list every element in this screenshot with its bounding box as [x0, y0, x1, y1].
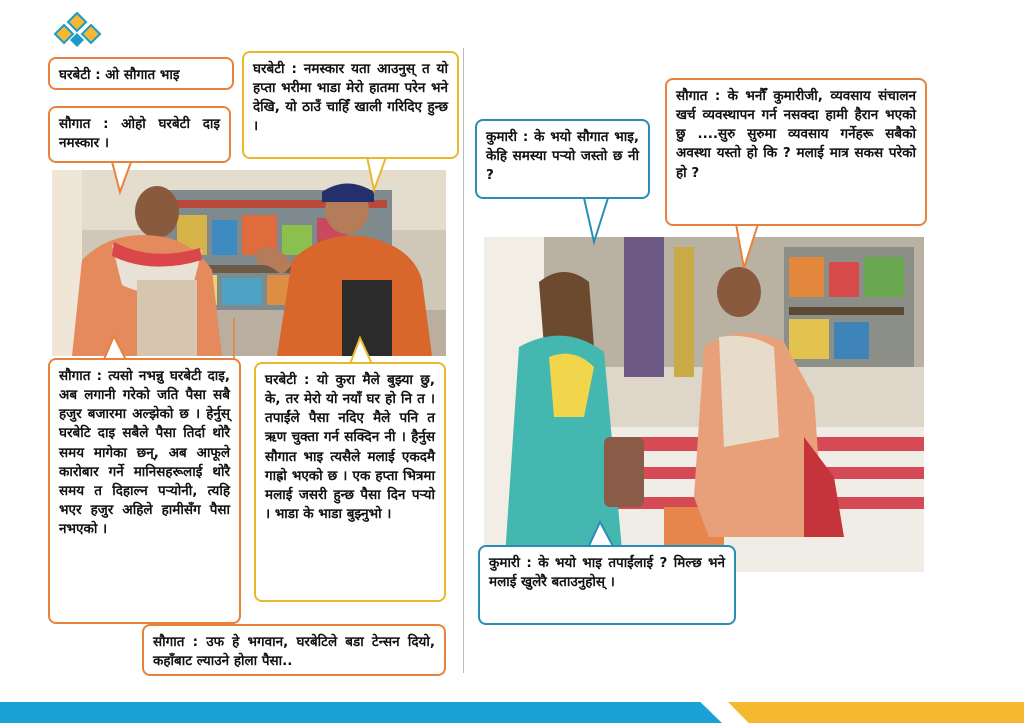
speech-bubble-kumari-question: कुमारी : के भयो सौगात भाइ, केहि समस्या पर्‍यो जस्तो छ नी ?	[475, 119, 650, 199]
speech-bubble-kumari-offer: कुमारी : के भयो भाइ तपाईंलाई ? मिल्छ भने मलाई खुलेरै बताउनुहोस् ।	[478, 545, 736, 625]
speech-bubble-landlord-greeting: घरबेटी : ओ सौगात भाइ	[48, 57, 234, 90]
photo-shop-argument	[52, 170, 446, 356]
tail-right-2	[732, 222, 762, 272]
tail-right-1	[582, 196, 612, 246]
speech-bubble-landlord-demand: घरबेटी : यो कुरा मैले बुझ्या छु, के, तर मेरो यो नयाँ घर हो नि त । तपाईंले पैसा नदिए मैले पनि त ऋण चुक्ता गर्न सक्दिन नी । हैर्नुस सौगात भाइ त्यसैले मलाई एकदमै गाह्रो भएको छ । एक हप्ता भित्रमा मलाई जसरी हुन्छ पैसा दिन पर्‍यो । भाडा के भाडा बुझ्नुभो ।	[254, 362, 446, 602]
footer-stripe-blue	[0, 702, 722, 723]
panel-divider	[463, 48, 464, 673]
speech-bubble-saugat-greeting: सौगात : ओहो घरबेटी दाइ नमस्कार ।	[48, 106, 231, 163]
photo-shop-conversation	[484, 237, 924, 572]
speech-bubble-saugat-problem: सौगात : के भनौँ कुमारीजी, व्यवसाय संचालन खर्च व्यवस्थापन गर्न नसक्दा हामी हैरान भएको छु ....सुरु सुरुमा व्यवसाय गर्नेहरू सबैको अवस्था यस्तो हो कि ? मलाई मात्र सकस परेको हो ?	[665, 78, 927, 226]
speech-bubble-saugat-explanation: सौगात : त्यसो नभन्नु घरबेटी दाइ, अब लगानी गरेको जति पैसा सबै हजुर बजारमा अल्झेको छ । हेर्नुस् घरबेटि दाइ सबैले पैसा तिर्दा थोरै समय मागेका छन्, अब आफूले कारोबार गर्ने मानिसहरूलाई थोरै समय त दिहाल्न पर्‍योनी, त्यहि भएर हजुर अहिले हामीसँग पैसा नभएको ।	[48, 358, 241, 624]
diamond-logo-icon	[48, 12, 108, 52]
footer-stripe-yellow	[728, 702, 1024, 723]
speech-bubble-landlord-warning: घरबेटी : नमस्कार यता आउनुस् त यो हप्ता भरीमा भाडा मेरो हातमा परेन भने देखि, यो ठाउँ चाहिँ खाली गरिदिए हुन्छ ।	[242, 51, 459, 159]
speech-bubble-saugat-worry: सौगात : उफ हे भगवान, घरबेटिले बडा टेन्सन दियो, कहाँबाट ल्याउने होला पैसा..	[142, 624, 446, 676]
